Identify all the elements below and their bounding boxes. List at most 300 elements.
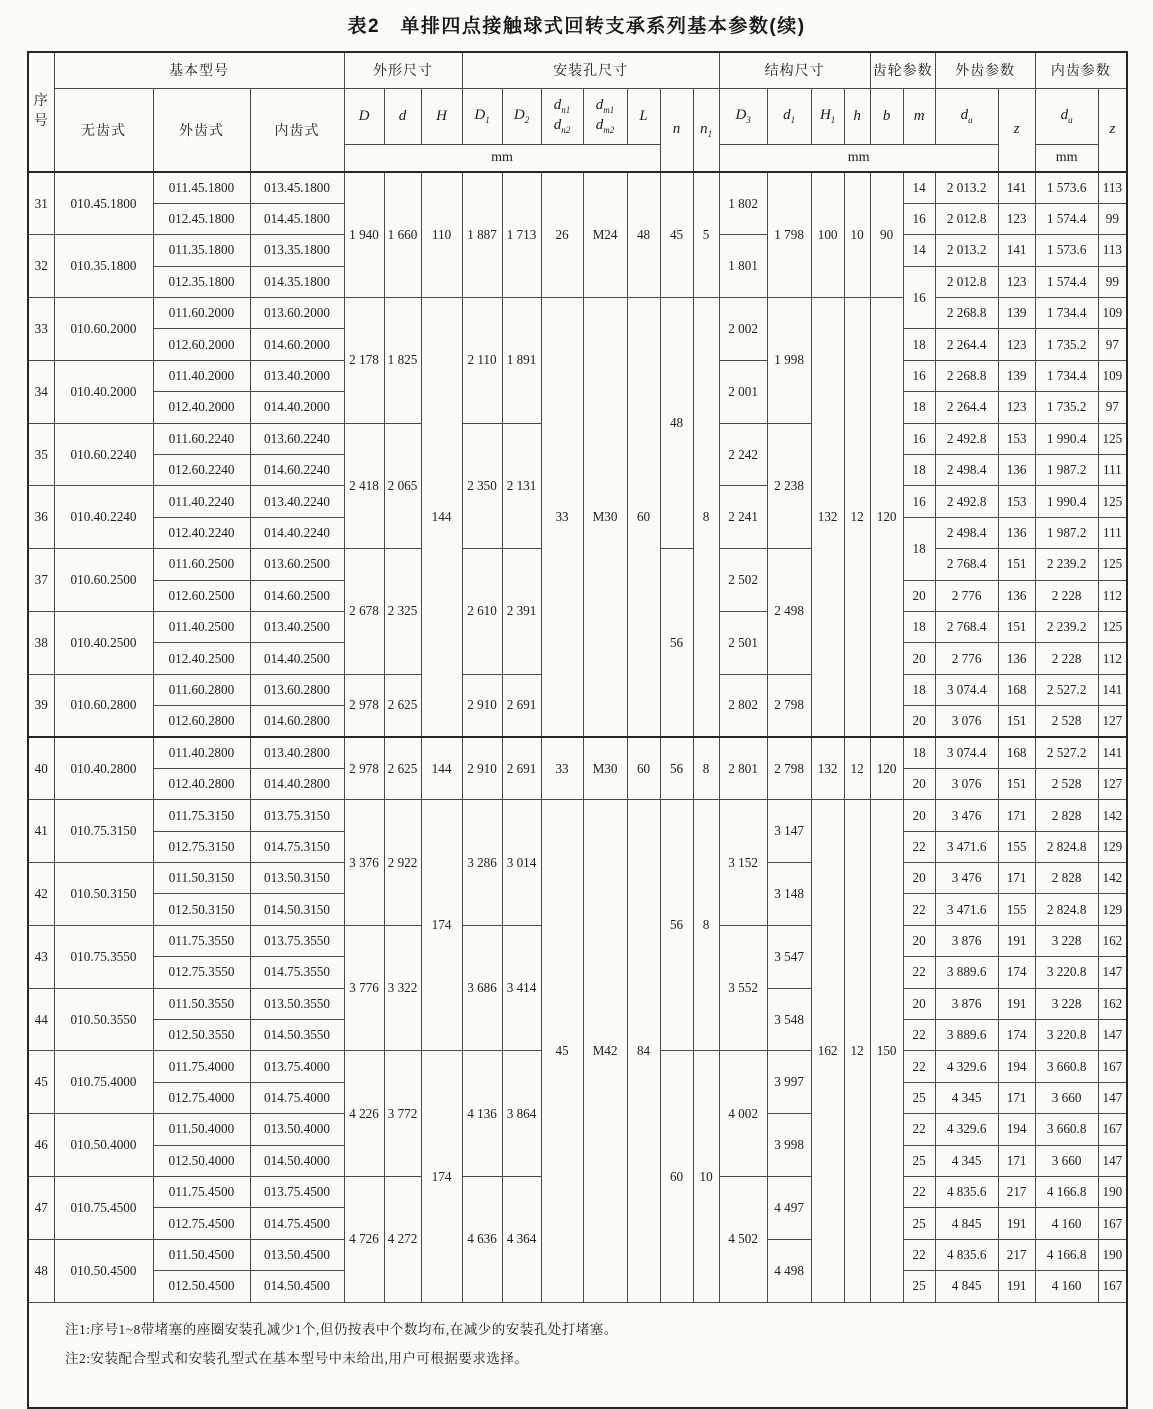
cell-wuchi: 010.50.3150 xyxy=(54,863,153,926)
table-row xyxy=(28,298,1127,329)
cell-da_int: 3 228 xyxy=(1035,988,1098,1019)
cell-waichi: 012.75.3550 xyxy=(153,957,250,988)
cell-D3: 2 242 xyxy=(719,423,767,486)
cell-d: 2 625 xyxy=(384,737,421,800)
cell-z_ext: 171 xyxy=(998,863,1035,894)
cell-neichi: 013.50.4500 xyxy=(250,1239,344,1270)
cell-xuhao: 46 xyxy=(28,1114,54,1177)
cell-neichi: 014.60.2240 xyxy=(250,455,344,486)
cell-m: 22 xyxy=(903,1114,935,1145)
cell-z_int: 125 xyxy=(1098,486,1127,517)
cell-z_ext: 123 xyxy=(998,329,1035,360)
cell-waichi: 012.60.2500 xyxy=(153,580,250,611)
cell-da_ext: 2 492.8 xyxy=(935,486,998,517)
cell-d: 2 325 xyxy=(384,549,421,675)
cell-wuchi: 010.75.4500 xyxy=(54,1177,153,1240)
col-header-z-internal: z xyxy=(1098,88,1127,172)
note-line-1: 注1:序号1~8带堵塞的座圈安装孔减少1个,但仍按表中个数均布,在减少的安装孔处打堵塞。 xyxy=(65,1321,618,1337)
cell-waichi: 011.40.2000 xyxy=(153,360,250,391)
cell-dn: 26 xyxy=(541,172,583,298)
cell-da_ext: 4 329.6 xyxy=(935,1051,998,1082)
cell-da_ext: 2 268.8 xyxy=(935,360,998,391)
cell-z_ext: 123 xyxy=(998,266,1035,297)
cell-xuhao: 47 xyxy=(28,1177,54,1240)
cell-da_int: 2 528 xyxy=(1035,706,1098,737)
cell-m: 20 xyxy=(903,706,935,737)
cell-m: 18 xyxy=(903,611,935,642)
cell-neichi: 014.60.2800 xyxy=(250,706,344,737)
cell-waichi: 012.75.4500 xyxy=(153,1208,250,1239)
cell-z_int: 129 xyxy=(1098,831,1127,862)
cell-neichi: 014.75.4500 xyxy=(250,1208,344,1239)
cell-m: 20 xyxy=(903,643,935,674)
cell-z_ext: 153 xyxy=(998,486,1035,517)
cell-z_ext: 153 xyxy=(998,423,1035,454)
cell-dm: M24 xyxy=(583,172,627,298)
cell-D2: 2 691 xyxy=(502,737,541,800)
cell-z_int: 125 xyxy=(1098,611,1127,642)
col-header-dn: $d_{n1}$ $d_{n2}$ xyxy=(541,88,583,144)
cell-L: 60 xyxy=(627,737,660,800)
table-body xyxy=(28,172,1127,1302)
cell-H: 174 xyxy=(421,1051,462,1302)
cell-xuhao: 31 xyxy=(28,172,54,235)
cell-z_ext: 174 xyxy=(998,957,1035,988)
cell-waichi: 011.60.2800 xyxy=(153,674,250,705)
cell-D1: 3 686 xyxy=(462,925,502,1051)
cell-D1: 4 636 xyxy=(462,1177,502,1303)
cell-z_int: 147 xyxy=(1098,1020,1127,1051)
cell-z_int: 142 xyxy=(1098,863,1127,894)
cell-neichi: 013.60.2500 xyxy=(250,549,344,580)
cell-m: 20 xyxy=(903,863,935,894)
cell-z_ext: 171 xyxy=(998,1145,1035,1176)
cell-n: 56 xyxy=(660,800,693,1051)
cell-neichi: 014.50.3550 xyxy=(250,1020,344,1051)
cell-dn: 33 xyxy=(541,737,583,800)
cell-da_ext: 3 076 xyxy=(935,706,998,737)
col-header-m: m xyxy=(903,88,935,144)
col-header-D2: $D_2$ xyxy=(502,88,541,144)
cell-neichi: 013.50.3150 xyxy=(250,863,344,894)
cell-dn: 45 xyxy=(541,800,583,1302)
cell-z_ext: 155 xyxy=(998,894,1035,925)
cell-D3: 2 801 xyxy=(719,737,767,800)
cell-D3: 2 502 xyxy=(719,549,767,612)
cell-waichi: 011.35.1800 xyxy=(153,235,250,266)
cell-z_int: 147 xyxy=(1098,1145,1127,1176)
cell-D3: 2 501 xyxy=(719,611,767,674)
cell-n1: 10 xyxy=(693,1051,719,1302)
cell-wuchi: 010.35.1800 xyxy=(54,235,153,298)
cell-waichi: 012.50.3550 xyxy=(153,1020,250,1051)
page-title: 表2 单排四点接触球式回转支承系列基本参数(续) xyxy=(347,16,806,37)
cell-z_int: 167 xyxy=(1098,1271,1127,1302)
col-header-z-external: z xyxy=(998,88,1035,172)
cell-da_int: 4 160 xyxy=(1035,1208,1098,1239)
cell-da_int: 4 166.8 xyxy=(1035,1177,1098,1208)
cell-n: 45 xyxy=(660,172,693,298)
note-line-2: 注2:安装配合型式和安装孔型式在基本型号中未给出,用户可根据要求选择。 xyxy=(65,1350,529,1366)
cell-da_ext: 3 074.4 xyxy=(935,737,998,768)
col-header-da-external: $d_a$ xyxy=(935,88,998,144)
table-footer xyxy=(28,1302,1127,1408)
group-header-structure-dims: 结构尺寸 xyxy=(719,52,870,88)
cell-waichi: 012.45.1800 xyxy=(153,203,250,234)
cell-z_int: 111 xyxy=(1098,455,1127,486)
cell-m: 22 xyxy=(903,831,935,862)
cell-m: 18 xyxy=(903,674,935,705)
cell-h: 12 xyxy=(844,298,870,737)
cell-d1: 4 498 xyxy=(767,1239,811,1302)
cell-D2: 3 014 xyxy=(502,800,541,926)
table-row xyxy=(28,737,1127,768)
cell-da_int: 1 734.4 xyxy=(1035,298,1098,329)
cell-m: 14 xyxy=(903,235,935,266)
cell-waichi: 011.40.2500 xyxy=(153,611,250,642)
cell-m: 18 xyxy=(903,737,935,768)
cell-z_int: 142 xyxy=(1098,800,1127,831)
cell-da_ext: 2 012.8 xyxy=(935,266,998,297)
cell-z_int: 113 xyxy=(1098,235,1127,266)
cell-neichi: 014.40.2800 xyxy=(250,768,344,799)
col-header-da-internal: $d_a$ xyxy=(1035,88,1098,144)
col-header-L: L xyxy=(627,88,660,144)
cell-da_int: 3 220.8 xyxy=(1035,1020,1098,1051)
cell-da_int: 1 987.2 xyxy=(1035,455,1098,486)
cell-neichi: 013.75.3550 xyxy=(250,925,344,956)
cell-waichi: 011.40.2800 xyxy=(153,737,250,768)
cell-xuhao: 32 xyxy=(28,235,54,298)
cell-d1: 1 798 xyxy=(767,172,811,298)
cell-D1: 1 887 xyxy=(462,172,502,298)
cell-z_int: 97 xyxy=(1098,329,1127,360)
cell-da_ext: 2 768.4 xyxy=(935,611,998,642)
col-header-D: D xyxy=(344,88,384,144)
cell-D: 2 418 xyxy=(344,423,384,549)
cell-da_int: 2 824.8 xyxy=(1035,894,1098,925)
cell-D1: 2 350 xyxy=(462,423,502,549)
cell-da_ext: 2 498.4 xyxy=(935,517,998,548)
cell-D2: 2 131 xyxy=(502,423,541,549)
cell-neichi: 013.60.2800 xyxy=(250,674,344,705)
col-header-H: H xyxy=(421,88,462,144)
cell-da_int: 1 573.6 xyxy=(1035,235,1098,266)
unit-mm-internal: mm xyxy=(1035,144,1098,172)
cell-z_ext: 171 xyxy=(998,800,1035,831)
cell-D3: 2 241 xyxy=(719,486,767,549)
cell-m: 22 xyxy=(903,1051,935,1082)
cell-da_ext: 2 768.4 xyxy=(935,549,998,580)
cell-da_ext: 2 268.8 xyxy=(935,298,998,329)
cell-L: 60 xyxy=(627,298,660,737)
cell-z_int: 167 xyxy=(1098,1114,1127,1145)
cell-z_int: 125 xyxy=(1098,549,1127,580)
cell-da_int: 3 228 xyxy=(1035,925,1098,956)
cell-z_int: 141 xyxy=(1098,737,1127,768)
col-header-H1: $H_1$ xyxy=(811,88,844,144)
cell-da_int: 4 166.8 xyxy=(1035,1239,1098,1270)
cell-da_int: 1 734.4 xyxy=(1035,360,1098,391)
cell-m: 20 xyxy=(903,988,935,1019)
cell-xuhao: 38 xyxy=(28,611,54,674)
cell-da_ext: 2 776 xyxy=(935,643,998,674)
cell-m: 14 xyxy=(903,172,935,203)
cell-D1: 2 610 xyxy=(462,549,502,675)
cell-D1: 3 286 xyxy=(462,800,502,926)
cell-d: 3 772 xyxy=(384,1051,421,1177)
cell-dm: M30 xyxy=(583,737,627,800)
cell-da_int: 4 160 xyxy=(1035,1271,1098,1302)
cell-D2: 2 691 xyxy=(502,674,541,737)
cell-waichi: 011.75.3150 xyxy=(153,800,250,831)
cell-n: 48 xyxy=(660,298,693,549)
cell-da_int: 1 987.2 xyxy=(1035,517,1098,548)
cell-bb: 120 xyxy=(870,298,903,737)
cell-d: 2 625 xyxy=(384,674,421,737)
cell-L: 48 xyxy=(627,172,660,298)
cell-wuchi: 010.40.2500 xyxy=(54,611,153,674)
cell-H: 174 xyxy=(421,800,462,1051)
cell-z_ext: 136 xyxy=(998,517,1035,548)
cell-d1: 3 547 xyxy=(767,925,811,988)
cell-m: 22 xyxy=(903,957,935,988)
col-header-serial: 序号 xyxy=(28,52,54,172)
cell-z_ext: 168 xyxy=(998,674,1035,705)
cell-z_int: 162 xyxy=(1098,925,1127,956)
notes-row xyxy=(28,1302,1127,1408)
cell-h: 10 xyxy=(844,172,870,298)
cell-m: 22 xyxy=(903,1239,935,1270)
cell-n1: 8 xyxy=(693,800,719,1051)
cell-z_int: 147 xyxy=(1098,957,1127,988)
cell-waichi: 011.50.4500 xyxy=(153,1239,250,1270)
cell-waichi: 011.60.2500 xyxy=(153,549,250,580)
cell-d: 1 660 xyxy=(384,172,421,298)
cell-z_ext: 217 xyxy=(998,1177,1035,1208)
cell-da_int: 2 228 xyxy=(1035,580,1098,611)
cell-D3: 1 801 xyxy=(719,235,767,298)
col-header-internal-gear-type: 内齿式 xyxy=(250,88,344,172)
cell-d1: 2 238 xyxy=(767,423,811,549)
cell-z_ext: 151 xyxy=(998,706,1035,737)
cell-wuchi: 010.50.4000 xyxy=(54,1114,153,1177)
cell-da_ext: 4 329.6 xyxy=(935,1114,998,1145)
cell-da_int: 2 527.2 xyxy=(1035,674,1098,705)
cell-z_int: 109 xyxy=(1098,298,1127,329)
cell-waichi: 012.40.2800 xyxy=(153,768,250,799)
cell-waichi: 011.75.4500 xyxy=(153,1177,250,1208)
cell-m: 18 xyxy=(903,455,935,486)
cell-neichi: 014.40.2500 xyxy=(250,643,344,674)
cell-neichi: 014.60.2500 xyxy=(250,580,344,611)
cell-da_ext: 3 471.6 xyxy=(935,894,998,925)
cell-z_ext: 194 xyxy=(998,1114,1035,1145)
cell-z_int: 99 xyxy=(1098,266,1127,297)
cell-n1: 5 xyxy=(693,172,719,298)
cell-da_int: 1 574.4 xyxy=(1035,266,1098,297)
cell-xuhao: 40 xyxy=(28,737,54,800)
cell-z_ext: 136 xyxy=(998,643,1035,674)
cell-z_ext: 141 xyxy=(998,172,1035,203)
table-header xyxy=(28,52,1127,172)
cell-d: 3 322 xyxy=(384,925,421,1051)
cell-neichi: 014.45.1800 xyxy=(250,203,344,234)
cell-H: 144 xyxy=(421,298,462,737)
cell-m: 25 xyxy=(903,1082,935,1113)
cell-H1: 132 xyxy=(811,737,844,800)
cell-d: 2 065 xyxy=(384,423,421,549)
cell-H1: 162 xyxy=(811,800,844,1302)
cell-H: 144 xyxy=(421,737,462,800)
cell-D3: 1 802 xyxy=(719,172,767,235)
cell-da_int: 1 735.2 xyxy=(1035,392,1098,423)
cell-da_ext: 4 345 xyxy=(935,1145,998,1176)
cell-z_ext: 151 xyxy=(998,549,1035,580)
cell-waichi: 012.75.3150 xyxy=(153,831,250,862)
cell-z_ext: 139 xyxy=(998,298,1035,329)
col-header-d1: $d_1$ xyxy=(767,88,811,144)
cell-neichi: 013.40.2240 xyxy=(250,486,344,517)
cell-bb: 120 xyxy=(870,737,903,800)
col-header-n: n xyxy=(660,88,693,172)
table-container xyxy=(27,51,1153,1409)
cell-bb: 90 xyxy=(870,172,903,298)
cell-d1: 4 497 xyxy=(767,1177,811,1240)
cell-d1: 1 998 xyxy=(767,298,811,424)
cell-da_int: 3 220.8 xyxy=(1035,957,1098,988)
cell-z_ext: 191 xyxy=(998,1271,1035,1302)
cell-z_int: 127 xyxy=(1098,768,1127,799)
cell-xuhao: 48 xyxy=(28,1239,54,1302)
cell-da_ext: 2 013.2 xyxy=(935,172,998,203)
group-header-mounting-hole-dims: 安装孔尺寸 xyxy=(462,52,719,88)
cell-da_ext: 4 845 xyxy=(935,1208,998,1239)
cell-m: 16 xyxy=(903,360,935,391)
cell-da_int: 3 660.8 xyxy=(1035,1051,1098,1082)
cell-wuchi: 010.75.4000 xyxy=(54,1051,153,1114)
cell-D3: 2 002 xyxy=(719,298,767,361)
cell-da_ext: 3 889.6 xyxy=(935,957,998,988)
cell-z_int: 97 xyxy=(1098,392,1127,423)
cell-da_int: 1 573.6 xyxy=(1035,172,1098,203)
cell-da_int: 2 228 xyxy=(1035,643,1098,674)
cell-d: 2 922 xyxy=(384,800,421,926)
cell-waichi: 012.50.3150 xyxy=(153,894,250,925)
cell-waichi: 011.75.3550 xyxy=(153,925,250,956)
cell-wuchi: 010.40.2240 xyxy=(54,486,153,549)
cell-da_ext: 3 876 xyxy=(935,925,998,956)
cell-d1: 2 798 xyxy=(767,674,811,737)
cell-waichi: 012.60.2000 xyxy=(153,329,250,360)
cell-da_ext: 3 074.4 xyxy=(935,674,998,705)
cell-wuchi: 010.60.2800 xyxy=(54,674,153,737)
cell-n: 56 xyxy=(660,737,693,800)
cell-da_int: 2 239.2 xyxy=(1035,549,1098,580)
cell-neichi: 014.75.4000 xyxy=(250,1082,344,1113)
cell-d1: 3 148 xyxy=(767,863,811,926)
cell-z_int: 109 xyxy=(1098,360,1127,391)
col-header-h: h xyxy=(844,88,870,144)
table-row xyxy=(28,800,1127,831)
cell-d1: 3 548 xyxy=(767,988,811,1051)
cell-xuhao: 39 xyxy=(28,674,54,737)
cell-D3: 2 001 xyxy=(719,360,767,423)
cell-m: 22 xyxy=(903,1177,935,1208)
cell-xuhao: 36 xyxy=(28,486,54,549)
cell-z_int: 99 xyxy=(1098,203,1127,234)
cell-d: 4 272 xyxy=(384,1177,421,1303)
cell-da_int: 3 660 xyxy=(1035,1082,1098,1113)
cell-D: 2 178 xyxy=(344,298,384,424)
cell-waichi: 011.75.4000 xyxy=(153,1051,250,1082)
cell-z_ext: 151 xyxy=(998,611,1035,642)
cell-xuhao: 43 xyxy=(28,925,54,988)
group-header-internal-gear-params: 内齿参数 xyxy=(1035,52,1127,88)
cell-neichi: 014.75.3550 xyxy=(250,957,344,988)
cell-D: 1 940 xyxy=(344,172,384,298)
cell-neichi: 013.60.2240 xyxy=(250,423,344,454)
cell-neichi: 013.60.2000 xyxy=(250,298,344,329)
cell-m: 22 xyxy=(903,894,935,925)
cell-D3: 4 002 xyxy=(719,1051,767,1177)
cell-waichi: 012.75.4000 xyxy=(153,1082,250,1113)
cell-neichi: 013.75.4500 xyxy=(250,1177,344,1208)
cell-m: 25 xyxy=(903,1145,935,1176)
col-header-external-gear-type: 外齿式 xyxy=(153,88,250,172)
cell-D: 3 376 xyxy=(344,800,384,926)
cell-z_int: 190 xyxy=(1098,1177,1127,1208)
cell-neichi: 014.35.1800 xyxy=(250,266,344,297)
cell-z_ext: 191 xyxy=(998,1208,1035,1239)
cell-z_int: 167 xyxy=(1098,1051,1127,1082)
cell-da_int: 2 828 xyxy=(1035,800,1098,831)
cell-waichi: 012.50.4500 xyxy=(153,1271,250,1302)
cell-da_ext: 4 845 xyxy=(935,1271,998,1302)
col-header-gearless-type: 无齿式 xyxy=(54,88,153,172)
cell-m: 22 xyxy=(903,1020,935,1051)
unit-mm-outline: mm xyxy=(344,144,660,172)
cell-z_int: 113 xyxy=(1098,172,1127,203)
cell-D3: 3 152 xyxy=(719,800,767,926)
cell-D2: 1 891 xyxy=(502,298,541,424)
cell-z_ext: 155 xyxy=(998,831,1035,862)
group-header-outline-dims: 外形尺寸 xyxy=(344,52,462,88)
cell-z_ext: 141 xyxy=(998,235,1035,266)
cell-n1: 8 xyxy=(693,298,719,737)
cell-neichi: 014.40.2240 xyxy=(250,517,344,548)
cell-m: 20 xyxy=(903,800,935,831)
cell-H1: 100 xyxy=(811,172,844,298)
cell-m: 20 xyxy=(903,768,935,799)
cell-wuchi: 010.75.3550 xyxy=(54,925,153,988)
group-header-gear-params: 齿轮参数 xyxy=(870,52,935,88)
col-header-b: b xyxy=(870,88,903,144)
cell-n1: 8 xyxy=(693,737,719,800)
cell-dm: M42 xyxy=(583,800,627,1302)
cell-waichi: 012.40.2500 xyxy=(153,643,250,674)
unit-mm-structure: mm xyxy=(719,144,998,172)
cell-D2: 3 414 xyxy=(502,925,541,1051)
cell-z_ext: 151 xyxy=(998,768,1035,799)
cell-wuchi: 010.60.2000 xyxy=(54,298,153,361)
cell-D3: 4 502 xyxy=(719,1177,767,1303)
cell-D: 2 678 xyxy=(344,549,384,675)
cell-da_ext: 3 876 xyxy=(935,988,998,1019)
cell-z_int: 162 xyxy=(1098,988,1127,1019)
cell-neichi: 013.75.3150 xyxy=(250,800,344,831)
cell-m: 25 xyxy=(903,1208,935,1239)
